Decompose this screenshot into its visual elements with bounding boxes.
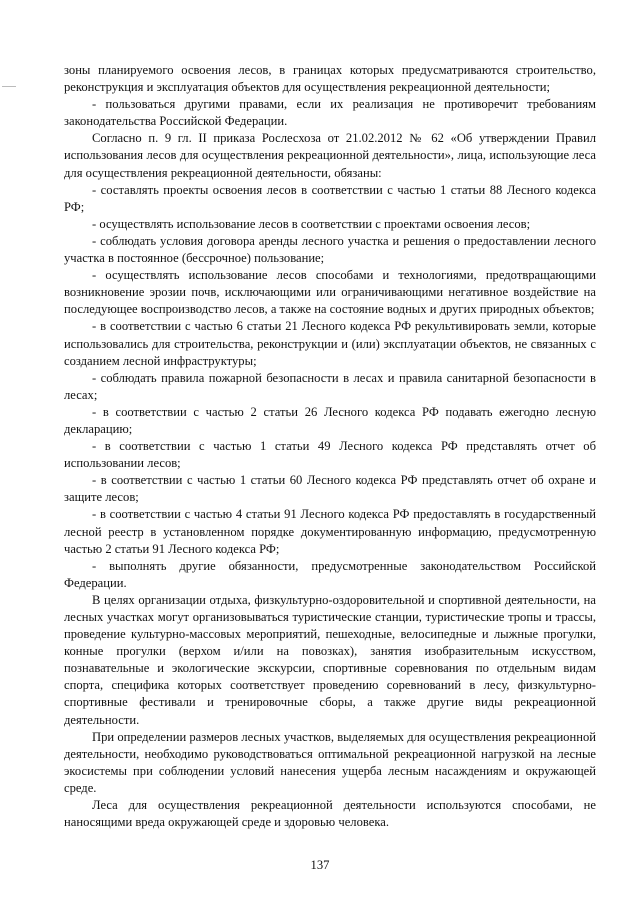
paragraph-7: - осуществлять использование лесов способами и технологиями, предотвращающими возникновение эрозии почв, исключающими или ограничивающими негативное воздействие на последующее воспроизводство лесов, а также на состояние водных и других природных объектов;: [64, 268, 596, 317]
paragraph-13: - в соответствии с частью 4 статьи 91 Лесного кодекса РФ предоставлять в государственный лесной реестр в установленном порядке документированную информацию, предусмотренную частью 2 статьи 91 Лесного кодекса РФ;: [64, 507, 596, 556]
paragraph-14: - выполнять другие обязанности, предусмотренные законодательством Российской Федерации.: [64, 558, 596, 590]
paragraph-6: - соблюдать условия договора аренды лесного участка и решения о предоставлении лесного участка в постоянное (бессрочное) пользование;: [64, 233, 596, 266]
paragraph-15: В целях организации отдыха, физкультурно-оздоровительной и спортивной деятельности, на лесных участках могут организовываться туристические станции, туристические тропы и трассы, проведение культурно-массовых мероприятий, пешеходные, велосипедные и лыжные прогулки, конные прогулки (верхом и/или на повозках), занятия изобразительным искусством, познавательные и экологические экскурсии, спортивные соревнования по отдельным видам спорта, специфика которых соответствует проведению соревнований в лесу, физкультурно-спортивные фестивали и тренировочные сборы, а также другие виды рекреационной деятельности.: [64, 592, 596, 727]
paragraph-11: - в соответствии с частью 1 статьи 49 Лесного кодекса РФ представлять отчет об использовании лесов;: [64, 439, 596, 471]
paragraph-4: - составлять проекты освоения лесов в соответствии с частью 1 статьи 88 Лесного кодекса РФ;: [64, 182, 596, 214]
paragraph-10: - в соответствии с частью 2 статьи 26 Лесного кодекса РФ подавать ежегодно лесную декларацию;: [64, 404, 596, 436]
paragraph-16: При определении размеров лесных участков, выделяемых для осуществления рекреационной деятельности, необходимо руководствоваться оптимальной рекреационной нагрузкой на лесные экосистемы при соблюдении условий нанесения ущерба лесным насаждениям и окружающей среде.: [64, 729, 596, 795]
paragraph-1: зоны планируемого освоения лесов, в границах которых предусматриваются строительство, реконструкция и эксплуатация объектов для осуществления рекреационной деятельности;: [64, 63, 596, 95]
paragraph-3: Согласно п. 9 гл. II приказа Рослесхоза от 21.02.2012 № 62 «Об утверждении Правил использования лесов для осуществления рекреационной деятельности», лица, использующие леса для осуществления рекреационной деятельности, обязаны:: [64, 131, 596, 180]
paragraph-9: - соблюдать правила пожарной безопасности в лесах и правила санитарной безопасности в лесах;: [64, 370, 596, 402]
paragraph-2: - пользоваться другими правами, если их реализация не противоречит требованиям законодательства Российской Федерации.: [64, 97, 596, 129]
body-text: [64, 62, 596, 831]
paragraph-17: Леса для осуществления рекреационной деятельности используются способами, не наносящими вреда окружающей среде и здоровью человека.: [64, 798, 596, 830]
paragraph-12: - в соответствии с частью 1 статьи 60 Лесного кодекса РФ представлять отчет об охране и защите лесов;: [64, 473, 596, 505]
paragraph-8: - в соответствии с частью 6 статьи 21 Лесного кодекса РФ рекультивировать земли, которые использовались для строительства, реконструкции и (или) эксплуатации объектов, не связанных с созданием лесной инфраструктуры;: [64, 319, 596, 368]
margin-mark: [2, 86, 16, 87]
paragraph-5: - осуществлять использование лесов в соответствии с проектами освоения лесов;: [92, 216, 531, 231]
page-number: 137: [310, 858, 330, 872]
